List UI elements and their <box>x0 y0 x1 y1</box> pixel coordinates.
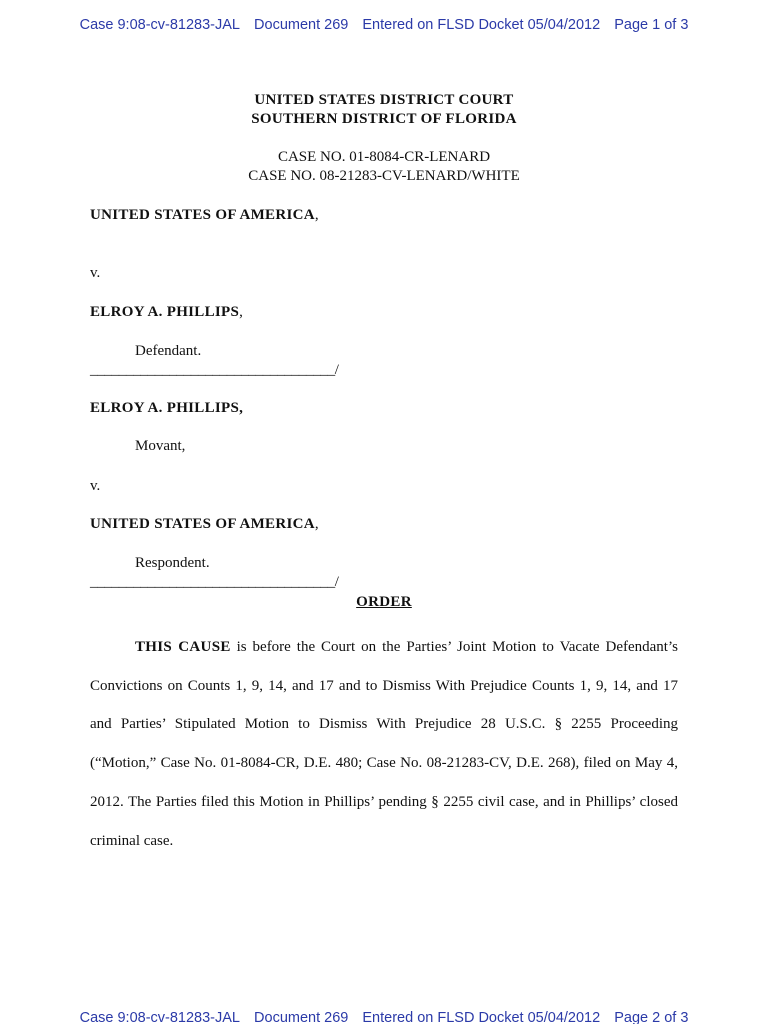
respondent-comma: , <box>314 516 319 532</box>
footer-stamp-case-number: Case 9:08-cv-81283-JAL <box>79 1010 241 1024</box>
caption-movant: ELROY A. PHILLIPS, <box>90 400 244 416</box>
respondent-role: Respondent. <box>135 555 210 571</box>
stamp-document-number: Document 269 <box>254 17 349 33</box>
court-district: SOUTHERN DISTRICT OF FLORIDA <box>251 111 517 127</box>
header-docket-stamp <box>0 17 768 33</box>
stamp-page-number: Page 1 of 3 <box>614 17 689 33</box>
defendant-name: ELROY A. PHILLIPS <box>90 304 240 320</box>
case-number-criminal: CASE NO. 01-8084-CR-LENARD <box>277 149 491 165</box>
caption-rule: __________________________________/ <box>90 362 339 378</box>
footer-docket-stamp <box>0 1010 768 1024</box>
order-lead: THIS CAUSE <box>135 639 231 655</box>
respondent-name: UNITED STATES OF AMERICA <box>90 516 315 532</box>
caption-plaintiff <box>90 206 319 224</box>
order-body-text: is before the Court on the Parties’ Joint Motion to Vacate Defendant’s Convictions on Counts 1, 9, 14, and 17 and to Dismiss With Prejudice Counts 1, 9, 14, and 17 and Parties’ Stipulated Motion to Dismiss With Prejudice 28 U.S.C. § 2255 Proceeding (“Motion,” Case No. 01-8084-CR, D.E. 480; Case No. 08-21283-CV, D.E. 268), filed on May 4, 2012. The Parties filed this Motion in Phillips’ pending § 2255 civil case, and in Phillips’ closed criminal case. <box>90 639 678 849</box>
court-name: UNITED STATES DISTRICT COURT <box>254 92 514 108</box>
defendant-comma: , <box>239 304 243 320</box>
stamp-entered-date: Entered on FLSD Docket 05/04/2012 <box>362 17 601 33</box>
footer-stamp-entered-date: Entered on FLSD Docket 05/04/2012 <box>362 1010 601 1024</box>
movant-role: Movant, <box>135 438 186 454</box>
order-heading <box>0 593 768 611</box>
plaintiff-name: UNITED STATES OF AMERICA <box>90 207 315 223</box>
footer-stamp-document-number: Document 269 <box>254 1010 349 1024</box>
caption-versus: v. <box>90 265 101 281</box>
case-number-civil: CASE NO. 08-21283-CV-LENARD/WHITE <box>248 168 520 184</box>
caption-respondent <box>90 515 319 533</box>
caption-rule-2: __________________________________/ <box>90 574 339 590</box>
defendant-role: Defendant. <box>135 343 202 359</box>
plaintiff-comma: , <box>314 207 319 223</box>
caption-versus-2: v. <box>90 478 101 494</box>
order-body-paragraph <box>90 628 678 860</box>
stamp-case-number: Case 9:08-cv-81283-JAL <box>79 17 241 33</box>
footer-stamp-page-number: Page 2 of 3 <box>614 1010 689 1024</box>
order-title: ORDER <box>356 594 412 610</box>
caption-defendant <box>90 303 243 321</box>
